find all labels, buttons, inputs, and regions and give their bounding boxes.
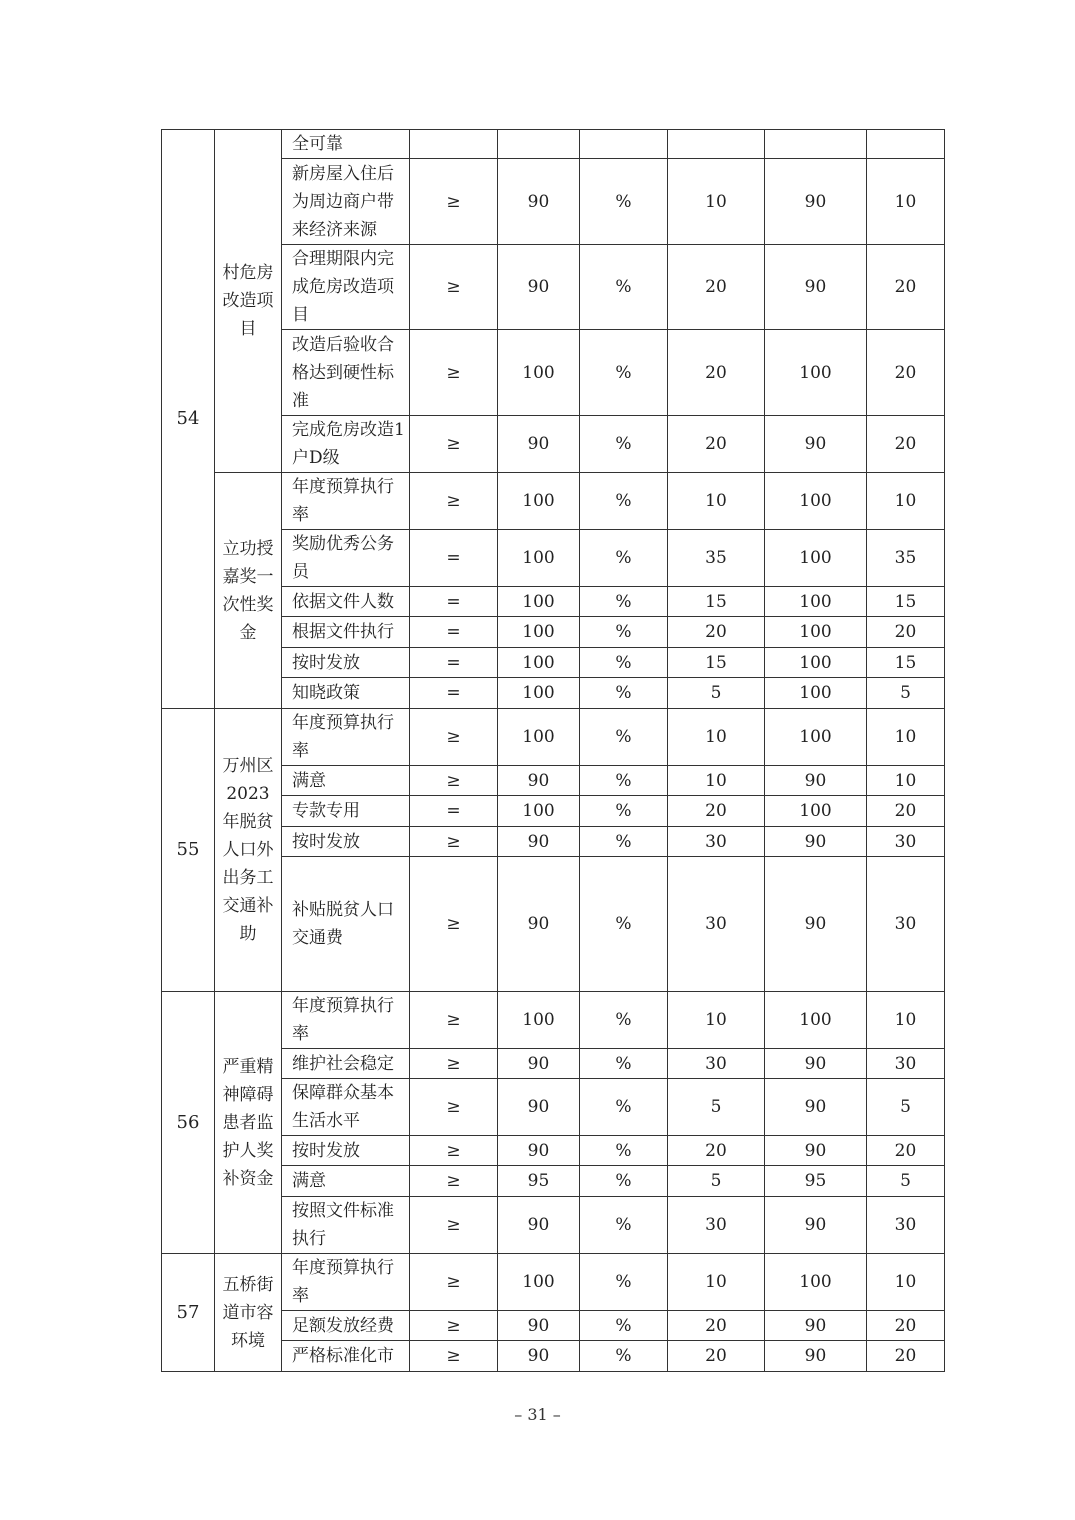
score-cell: 15: [867, 648, 945, 678]
target-value-cell: 100: [498, 992, 580, 1049]
unit-cell: %: [580, 1079, 668, 1136]
operator-cell: ≥: [410, 709, 498, 766]
indicator-name-cell: 年度预算执行率: [282, 1254, 410, 1311]
weight-cell: 10: [668, 159, 765, 245]
actual-value-cell: 100: [765, 992, 867, 1049]
score-cell: 15: [867, 587, 945, 617]
score-cell: 20: [867, 796, 945, 827]
operator-cell: ≥: [410, 159, 498, 245]
operator-cell: ≥: [410, 330, 498, 416]
score-cell: 10: [867, 709, 945, 766]
weight-cell: 30: [668, 827, 765, 857]
target-value-cell: 100: [498, 330, 580, 416]
indicator-name-cell: 年度预算执行率: [282, 992, 410, 1049]
score-cell: 10: [867, 473, 945, 530]
actual-value-cell: 90: [765, 1049, 867, 1079]
project-name-cell: [215, 709, 282, 992]
operator-cell: ≥: [410, 1136, 498, 1166]
project-name-cell: [215, 1254, 282, 1372]
target-value-cell: 90: [498, 766, 580, 796]
performance-indicator-table: [161, 129, 945, 1372]
indicator-name-cell: 专款专用: [282, 796, 410, 827]
operator-cell: ≥: [410, 766, 498, 796]
indicator-name-cell: 保障群众基本生活水平: [282, 1079, 410, 1136]
target-value-cell: 100: [498, 617, 580, 648]
target-value-cell: 90: [498, 1049, 580, 1079]
unit-cell: %: [580, 1197, 668, 1254]
operator-cell: =: [410, 587, 498, 617]
weight-cell: 30: [668, 857, 765, 992]
score-cell: 20: [867, 617, 945, 648]
indicator-name-cell: 奖励优秀公务员: [282, 530, 410, 587]
actual-value-cell: 100: [765, 473, 867, 530]
actual-value-cell: 100: [765, 330, 867, 416]
target-value-cell: 90: [498, 245, 580, 330]
operator-cell: ≥: [410, 992, 498, 1049]
weight-cell: 10: [668, 1254, 765, 1311]
weight-cell: 35: [668, 530, 765, 587]
project-name-cell: [215, 992, 282, 1254]
weight-cell: 20: [668, 416, 765, 473]
score-cell: 20: [867, 416, 945, 473]
actual-value-cell: 100: [765, 587, 867, 617]
target-value-cell: 100: [498, 530, 580, 587]
table-body: [162, 130, 945, 1372]
target-value-cell: 95: [498, 1166, 580, 1197]
score-cell: 10: [867, 766, 945, 796]
target-value-cell: 90: [498, 1197, 580, 1254]
weight-cell: 30: [668, 1049, 765, 1079]
actual-value-cell: 90: [765, 1197, 867, 1254]
sequence-number-cell: 54: [162, 130, 215, 709]
indicator-name-cell: 完成危房改造1户D级: [282, 416, 410, 473]
weight-cell: 20: [668, 245, 765, 330]
target-value-cell: 90: [498, 416, 580, 473]
table-row: [162, 1254, 945, 1311]
target-value-cell: 90: [498, 1136, 580, 1166]
operator-cell: ≥: [410, 1254, 498, 1311]
page-number: – 31 –: [514, 1405, 561, 1424]
indicator-name-cell: 知晓政策: [282, 678, 410, 709]
actual-value-cell: 90: [765, 827, 867, 857]
operator-cell: ≥: [410, 827, 498, 857]
table-row: [162, 709, 945, 766]
unit-cell: %: [580, 796, 668, 827]
weight-cell: 15: [668, 648, 765, 678]
score-cell: 20: [867, 245, 945, 330]
indicator-name-cell: 按时发放: [282, 827, 410, 857]
unit-cell: %: [580, 416, 668, 473]
target-value-cell: 100: [498, 473, 580, 530]
weight-cell: 20: [668, 1136, 765, 1166]
indicator-name-cell: 合理期限内完成危房改造项目: [282, 245, 410, 330]
target-value-cell: 90: [498, 857, 580, 992]
weight-cell: 10: [668, 709, 765, 766]
indicator-name-cell: 补贴脱贫人口交通费: [282, 857, 410, 992]
target-value-cell: 100: [498, 1254, 580, 1311]
target-value-cell: 100: [498, 796, 580, 827]
indicator-name-cell: 依据文件人数: [282, 587, 410, 617]
indicator-name-cell: 改造后验收合格达到硬性标准: [282, 330, 410, 416]
operator-cell: =: [410, 648, 498, 678]
operator-cell: ≥: [410, 1049, 498, 1079]
actual-value-cell: 90: [765, 159, 867, 245]
actual-value-cell: 90: [765, 1079, 867, 1136]
actual-value-cell: 90: [765, 1341, 867, 1372]
score-cell: 10: [867, 1254, 945, 1311]
unit-cell: %: [580, 648, 668, 678]
actual-value-cell: 100: [765, 709, 867, 766]
operator-cell: =: [410, 678, 498, 709]
target-value-cell: 90: [498, 827, 580, 857]
score-cell: 20: [867, 1136, 945, 1166]
unit-cell: %: [580, 678, 668, 709]
project-name-cell: [215, 130, 282, 473]
score-cell: [867, 130, 945, 159]
target-value-cell: 90: [498, 1341, 580, 1372]
unit-cell: %: [580, 857, 668, 992]
score-cell: 10: [867, 159, 945, 245]
project-name: 严重精神障碍患者监护人奖补资金: [222, 1056, 274, 1189]
actual-value-cell: 90: [765, 1136, 867, 1166]
table-row: [162, 130, 945, 159]
indicator-name-cell: 按时发放: [282, 1136, 410, 1166]
operator-cell: ≥: [410, 245, 498, 330]
weight-cell: 5: [668, 1166, 765, 1197]
actual-value-cell: 90: [765, 245, 867, 330]
indicator-name-cell: 新房屋入住后为周边商户带来经济来源: [282, 159, 410, 245]
indicator-name-cell: 满意: [282, 1166, 410, 1197]
unit-cell: %: [580, 330, 668, 416]
actual-value-cell: 100: [765, 1254, 867, 1311]
score-cell: 5: [867, 678, 945, 709]
operator-cell: =: [410, 796, 498, 827]
actual-value-cell: 90: [765, 1311, 867, 1341]
target-value-cell: 100: [498, 648, 580, 678]
unit-cell: %: [580, 1254, 668, 1311]
score-cell: 20: [867, 330, 945, 416]
actual-value-cell: 100: [765, 796, 867, 827]
sequence-number-cell: 55: [162, 709, 215, 992]
target-value-cell: 90: [498, 1079, 580, 1136]
actual-value-cell: 100: [765, 530, 867, 587]
actual-value-cell: 100: [765, 678, 867, 709]
score-cell: 30: [867, 1049, 945, 1079]
actual-value-cell: 100: [765, 648, 867, 678]
project-name: 村危房改造项目: [222, 263, 274, 339]
score-cell: 30: [867, 1197, 945, 1254]
target-value-cell: [498, 130, 580, 159]
weight-cell: 10: [668, 766, 765, 796]
unit-cell: %: [580, 1166, 668, 1197]
project-name-cell: [215, 473, 282, 709]
unit-cell: %: [580, 1049, 668, 1079]
table-row: [162, 473, 945, 530]
unit-cell: %: [580, 992, 668, 1049]
unit-cell: %: [580, 587, 668, 617]
weight-cell: 30: [668, 1197, 765, 1254]
unit-cell: %: [580, 159, 668, 245]
actual-value-cell: 100: [765, 617, 867, 648]
operator-cell: ≥: [410, 1197, 498, 1254]
operator-cell: ≥: [410, 1166, 498, 1197]
unit-cell: %: [580, 709, 668, 766]
operator-cell: ≥: [410, 1341, 498, 1372]
weight-cell: 10: [668, 992, 765, 1049]
weight-cell: 20: [668, 1311, 765, 1341]
target-value-cell: 100: [498, 709, 580, 766]
indicator-name-cell: 根据文件执行: [282, 617, 410, 648]
weight-cell: 15: [668, 587, 765, 617]
unit-cell: %: [580, 1341, 668, 1372]
score-cell: 10: [867, 992, 945, 1049]
operator-cell: ≥: [410, 857, 498, 992]
unit-cell: %: [580, 1136, 668, 1166]
weight-cell: 5: [668, 678, 765, 709]
indicator-name-cell: 年度预算执行率: [282, 709, 410, 766]
weight-cell: 20: [668, 617, 765, 648]
indicator-name-cell: 满意: [282, 766, 410, 796]
operator-cell: =: [410, 617, 498, 648]
actual-value-cell: 90: [765, 416, 867, 473]
indicator-name-cell: 年度预算执行率: [282, 473, 410, 530]
score-cell: 35: [867, 530, 945, 587]
score-cell: 30: [867, 827, 945, 857]
unit-cell: %: [580, 245, 668, 330]
actual-value-cell: 90: [765, 766, 867, 796]
unit-cell: %: [580, 530, 668, 587]
weight-cell: 10: [668, 473, 765, 530]
indicator-name-cell: 按照文件标准执行: [282, 1197, 410, 1254]
project-name: 立功授嘉奖一次性奖金: [222, 538, 274, 643]
score-cell: 20: [867, 1311, 945, 1341]
unit-cell: %: [580, 766, 668, 796]
target-value-cell: 100: [498, 587, 580, 617]
weight-cell: 20: [668, 796, 765, 827]
project-name: 万州区2023年脱贫人口外出务工交通补助: [222, 756, 274, 944]
weight-cell: 20: [668, 1341, 765, 1372]
unit-cell: %: [580, 473, 668, 530]
operator-cell: [410, 130, 498, 159]
indicator-name-cell: 维护社会稳定: [282, 1049, 410, 1079]
score-cell: 5: [867, 1166, 945, 1197]
project-name: 五桥街道市容环境: [222, 1274, 274, 1351]
unit-cell: %: [580, 617, 668, 648]
sequence-number-cell: 57: [162, 1254, 215, 1372]
table-row: [162, 992, 945, 1049]
score-cell: 30: [867, 857, 945, 992]
actual-value-cell: 90: [765, 857, 867, 992]
unit-cell: [580, 130, 668, 159]
weight-cell: 5: [668, 1079, 765, 1136]
weight-cell: 20: [668, 330, 765, 416]
target-value-cell: 90: [498, 159, 580, 245]
operator-cell: ≥: [410, 416, 498, 473]
indicator-name-cell: 严格标准化市: [282, 1341, 410, 1372]
operator-cell: ≥: [410, 1079, 498, 1136]
indicator-name-cell: 全可靠: [282, 130, 410, 159]
actual-value-cell: 95: [765, 1166, 867, 1197]
indicator-name-cell: 按时发放: [282, 648, 410, 678]
weight-cell: [668, 130, 765, 159]
operator-cell: ≥: [410, 473, 498, 530]
operator-cell: =: [410, 530, 498, 587]
target-value-cell: 90: [498, 1311, 580, 1341]
sequence-number-cell: 56: [162, 992, 215, 1254]
score-cell: 20: [867, 1341, 945, 1372]
unit-cell: %: [580, 827, 668, 857]
unit-cell: %: [580, 1311, 668, 1341]
score-cell: 5: [867, 1079, 945, 1136]
target-value-cell: 100: [498, 678, 580, 709]
indicator-name-cell: 足额发放经费: [282, 1311, 410, 1341]
operator-cell: ≥: [410, 1311, 498, 1341]
actual-value-cell: [765, 130, 867, 159]
